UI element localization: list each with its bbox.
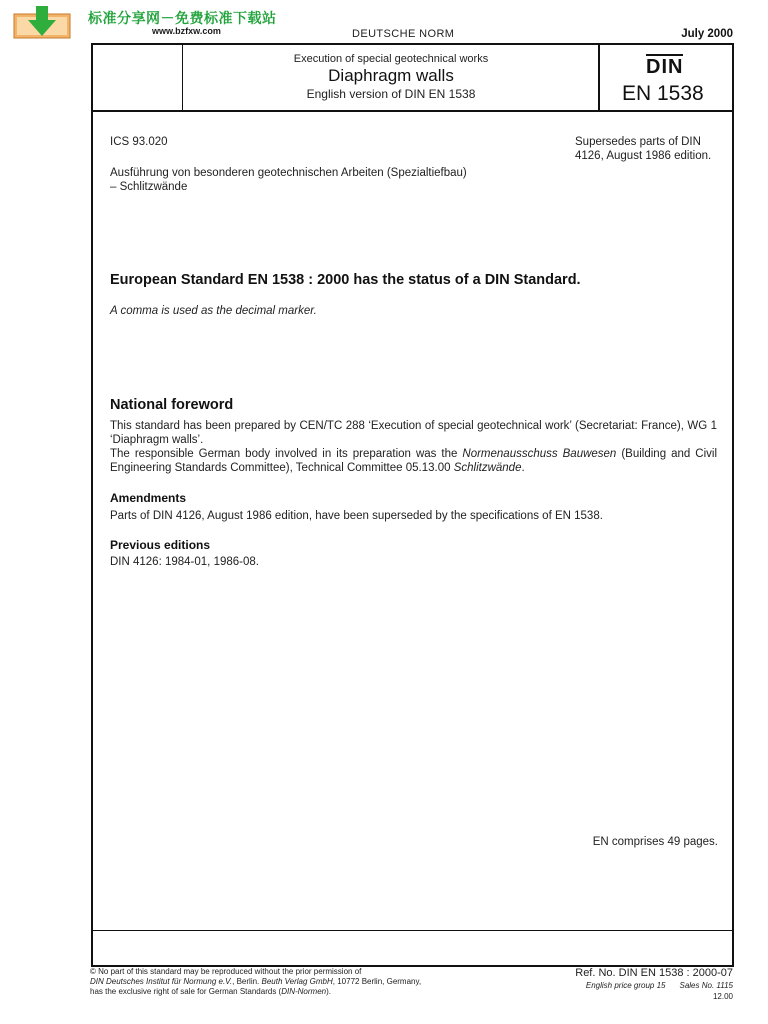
print-code: 12.00 (712, 992, 733, 1001)
status-statement: European Standard EN 1538 : 2000 has the status of a DIN Standard. (110, 272, 581, 288)
issue-date: July 2000 (681, 28, 733, 40)
header-right-divider (598, 45, 600, 110)
din-logo: DIN (646, 56, 684, 78)
foreword-heading: National foreword (110, 397, 234, 413)
ics-code: ICS 93.020 (110, 136, 168, 148)
reference-number: Ref. No. DIN EN 1538 : 2000-07 (575, 967, 733, 979)
footer-divider (91, 930, 732, 931)
header-version: English version of DIN EN 1538 (306, 87, 476, 101)
header-left-divider (182, 45, 183, 110)
header-divider (91, 110, 732, 112)
decimal-marker-note: A comma is used as the decimal marker. (110, 305, 317, 317)
foreword-paragraph-1: This standard has been prepared by CEN/TC 288 ‘Execution of special geotechnical work’ (Secretariat: France), WG 1 ‘Diaphragm walls’. (110, 420, 717, 446)
page-count-note: EN comprises 49 pages. (592, 836, 718, 848)
copyright-notice: © No part of this standard may be reproduced without the prior permission of DIN Deutsches Institut für Normung e.V., Berlin. Beuth Verlag GmbH, 10772 Berlin, Germany, has the exclusive right of sale for German Standards (DIN-Normen). (90, 967, 422, 996)
download-logo-icon (12, 6, 72, 40)
price-info: English price group 15 Sales No. 1115 (585, 981, 733, 990)
watermark-url[interactable]: www.bzfxw.com (152, 26, 221, 36)
previous-editions-text: DIN 4126: 1984-01, 1986-08. (110, 556, 259, 568)
amendments-text: Parts of DIN 4126, August 1986 edition, have been superseded by the specifications of EN 1538. (110, 510, 603, 522)
header-title-block (184, 52, 598, 103)
norm-label: DEUTSCHE NORM (352, 28, 455, 40)
standard-number: EN 1538 (622, 82, 704, 105)
german-title: Ausführung von besonderen geotechnischen Arbeiten (Spezialtiefbau) – Schlitzwände (110, 167, 467, 193)
header-subject: Execution of special geotechnical works (293, 53, 489, 65)
document-title: Diaphragm walls (328, 66, 454, 85)
supersedes-note: Supersedes parts of DIN 4126, August 1986 edition. (575, 136, 712, 162)
watermark-title: 标准分享网－免费标准下载站 (88, 10, 277, 26)
previous-editions-heading: Previous editions (110, 538, 211, 552)
amendments-heading: Amendments (110, 491, 187, 505)
foreword-paragraph-2: The responsible German body involved in its preparation was the Normenausschuss Bauwesen (Building and Civil Engineering Standards Committee), Technical Committee 05.13.00 Schlitzwände. (110, 448, 718, 474)
